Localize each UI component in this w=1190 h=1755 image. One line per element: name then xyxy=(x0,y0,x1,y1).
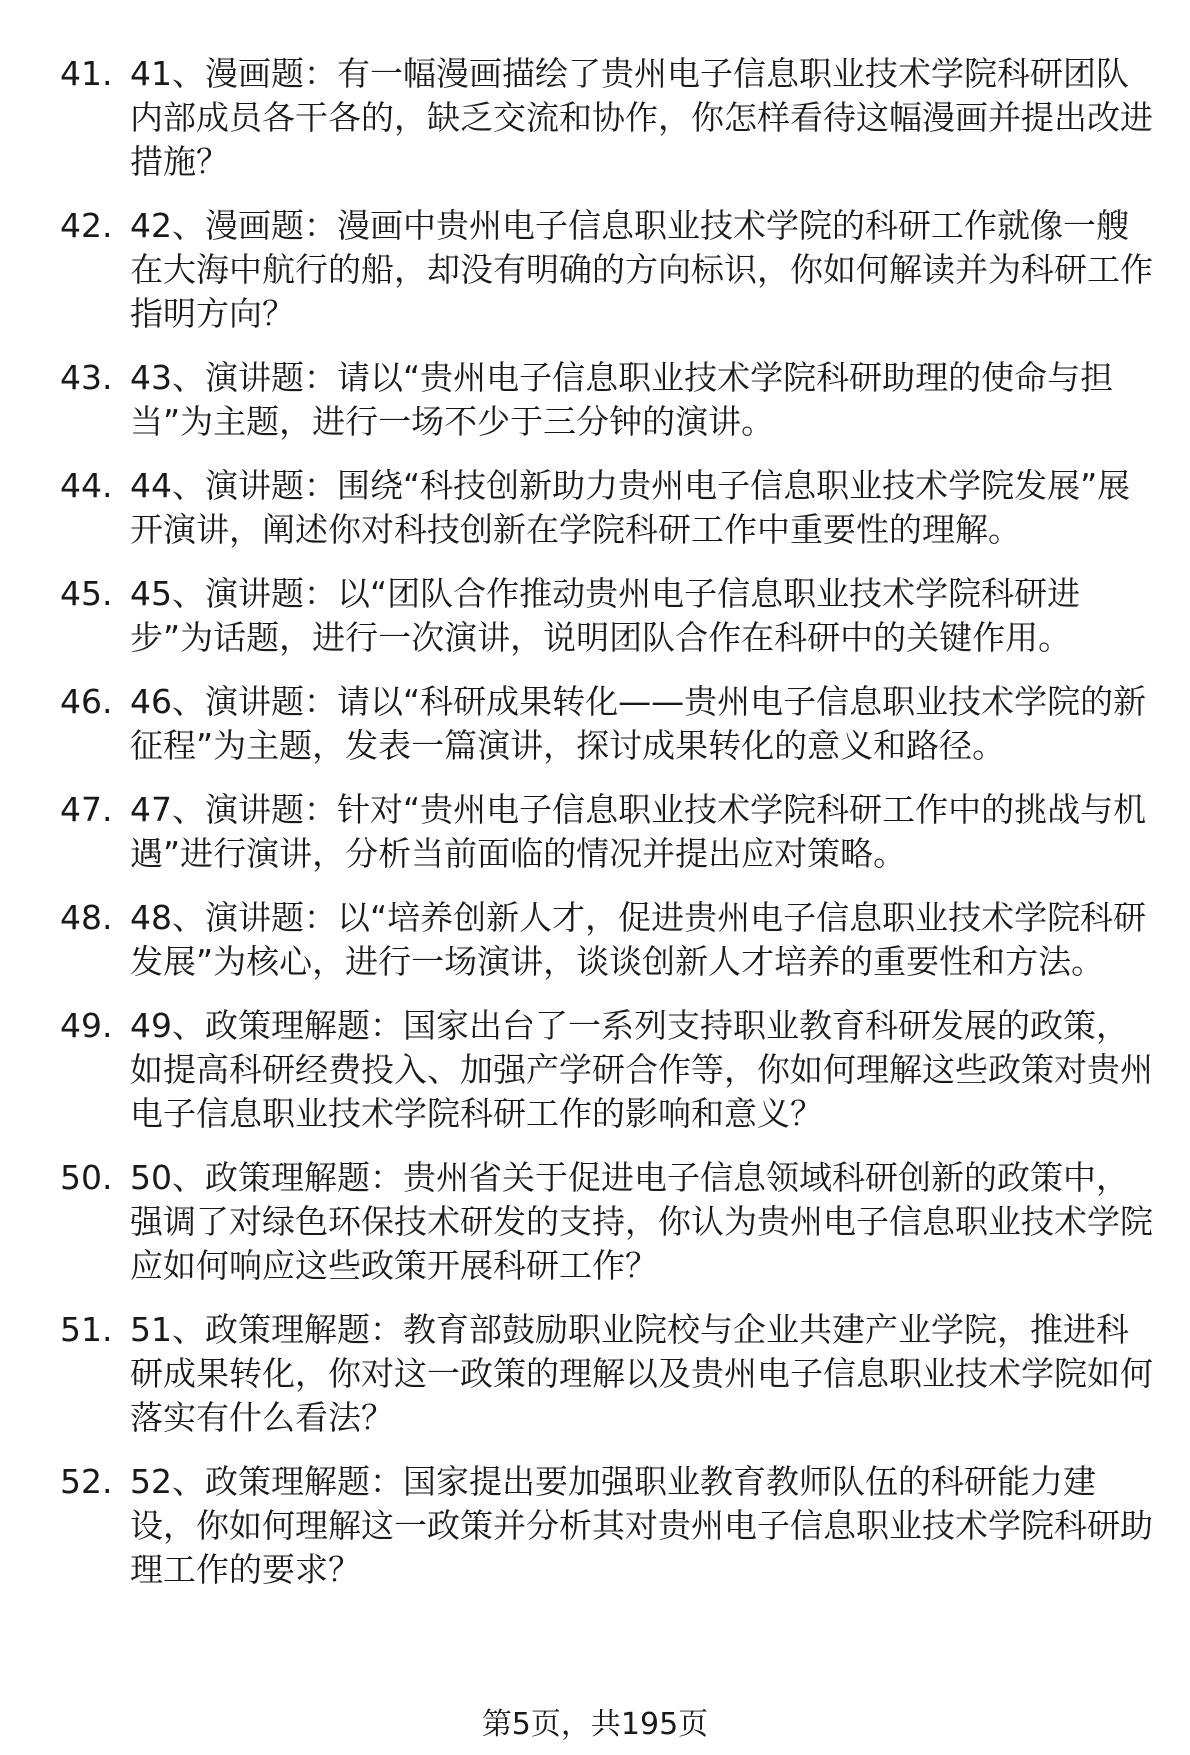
question-item xyxy=(60,464,1160,552)
question-text: 52、政策理解题：国家提出要加强职业教育教师队伍的科研能力建设，你如何理解这一政策并分析其对贵州电子信息职业技术学院科研助理工作的要求？ xyxy=(130,1462,1153,1589)
question-item xyxy=(60,356,1160,444)
question-text: 41、漫画题：有一幅漫画描绘了贵州电子信息职业技术学院科研团队内部成员各干各的，缺乏交流和协作，你怎样看待这幅漫画并提出改进措施？ xyxy=(130,54,1153,181)
question-number: 46. xyxy=(60,682,113,721)
question-list xyxy=(60,52,1160,1612)
question-text: 47、演讲题：针对“贵州电子信息职业技术学院科研工作中的挑战与机遇”进行演讲，分析当前面临的情况并提出应对策略。 xyxy=(130,790,1147,873)
question-text: 45、演讲题：以“团队合作推动贵州电子信息职业技术学院科研进步”为话题，进行一次演讲，说明团队合作在科研中的关键作用。 xyxy=(130,574,1081,657)
question-item xyxy=(60,1004,1160,1136)
question-text: 43、演讲题：请以“贵州电子信息职业技术学院科研助理的使命与担当”为主题，进行一场不少于三分钟的演讲。 xyxy=(130,358,1114,441)
question-item xyxy=(60,896,1160,984)
question-text: 51、政策理解题：教育部鼓励职业院校与企业共建产业学院，推进科研成果转化，你对这一政策的理解以及贵州电子信息职业技术学院如何落实有什么看法？ xyxy=(130,1310,1153,1437)
question-number: 41. xyxy=(60,54,113,93)
question-item xyxy=(60,788,1160,876)
question-text: 49、政策理解题：国家出台了一系列支持职业教育科研发展的政策，如提高科研经费投入、加强产学研合作等，你如何理解这些政策对贵州电子信息职业技术学院科研工作的影响和意义？ xyxy=(130,1006,1153,1133)
question-item xyxy=(60,680,1160,768)
question-number: 44. xyxy=(60,466,113,505)
question-number: 45. xyxy=(60,574,113,613)
question-number: 47. xyxy=(60,790,113,829)
question-item xyxy=(60,1460,1160,1592)
question-number: 52. xyxy=(60,1462,113,1501)
question-text: 48、演讲题：以“培养创新人才，促进贵州电子信息职业技术学院科研发展”为核心，进行一场演讲，谈谈创新人才培养的重要性和方法。 xyxy=(130,898,1147,981)
question-item xyxy=(60,572,1160,660)
question-item xyxy=(60,1156,1160,1288)
question-text: 42、漫画题：漫画中贵州电子信息职业技术学院的科研工作就像一艘在大海中航行的船，却没有明确的方向标识，你如何解读并为科研工作指明方向？ xyxy=(130,206,1153,333)
question-text: 44、演讲题：围绕“科技创新助力贵州电子信息职业技术学院发展”展开演讲，阐述你对科技创新在学院科研工作中重要性的理解。 xyxy=(130,466,1131,549)
question-number: 48. xyxy=(60,898,113,937)
question-number: 43. xyxy=(60,358,113,397)
question-item xyxy=(60,1308,1160,1440)
question-number: 51. xyxy=(60,1310,113,1349)
question-item xyxy=(60,52,1160,184)
question-number: 49. xyxy=(60,1006,113,1045)
question-number: 50. xyxy=(60,1158,113,1197)
page-number-footer: 第5页，共195页 xyxy=(481,1707,709,1742)
question-text: 50、政策理解题：贵州省关于促进电子信息领域科研创新的政策中，强调了对绿色环保技术研发的支持，你认为贵州电子信息职业技术学院应如何响应这些政策开展科研工作？ xyxy=(130,1158,1153,1285)
question-item xyxy=(60,204,1160,336)
question-number: 42. xyxy=(60,206,113,245)
question-text: 46、演讲题：请以“科研成果转化——贵州电子信息职业技术学院的新征程”为主题，发表一篇演讲，探讨成果转化的意义和路径。 xyxy=(130,682,1147,765)
